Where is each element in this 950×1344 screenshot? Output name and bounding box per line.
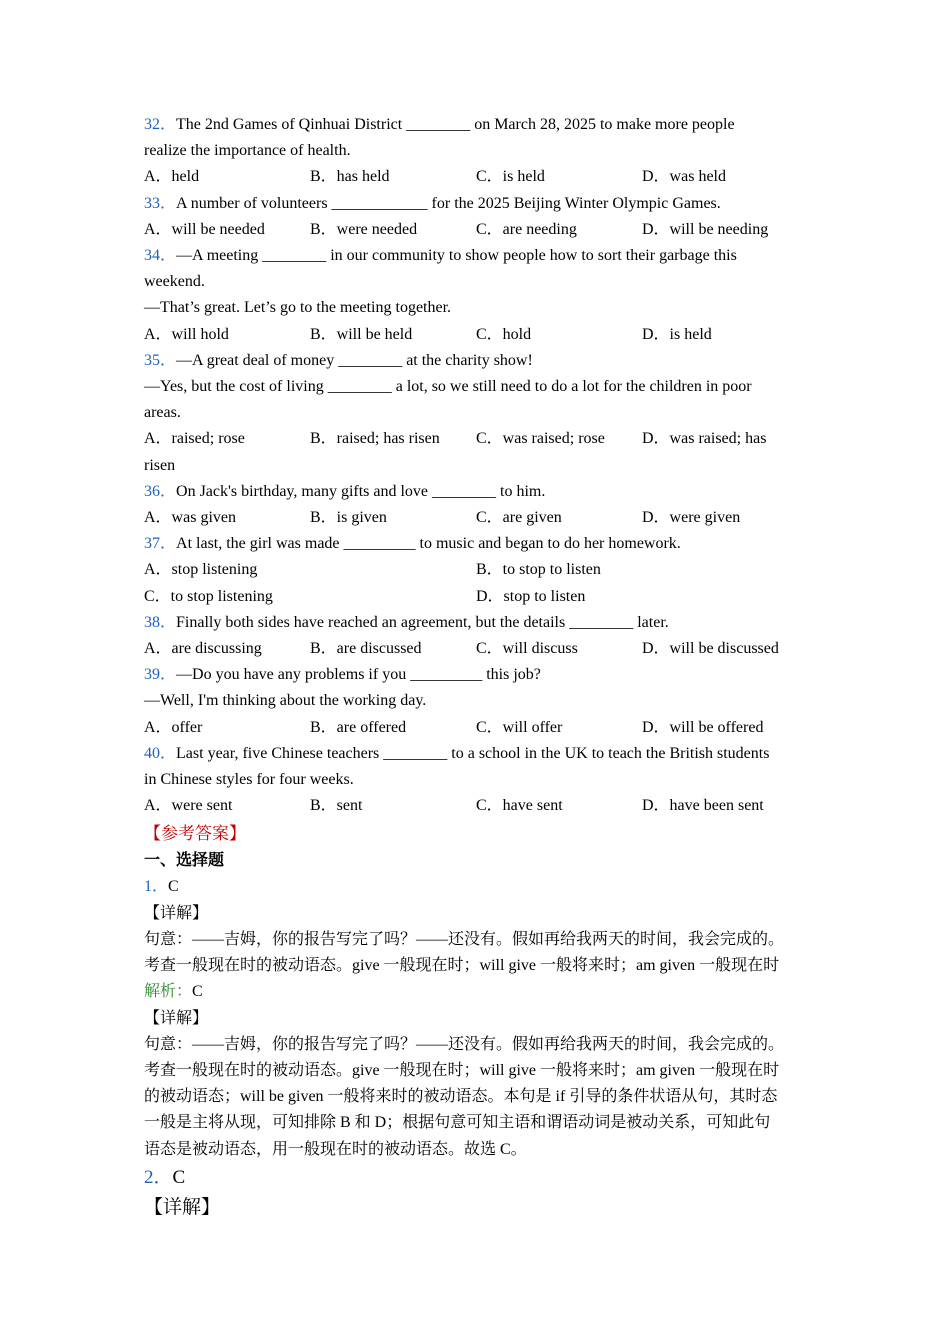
question-number: 32． (144, 116, 177, 133)
option-a: A．held (144, 168, 200, 186)
answer-number: 2． (144, 1166, 173, 1188)
question-stem (144, 348, 814, 374)
options-row (144, 217, 814, 243)
question-line (144, 688, 814, 714)
option-d: D．will be offered (642, 718, 764, 736)
option-b: B．is given (310, 509, 387, 527)
document-page (144, 112, 814, 1223)
question-number: 35． (144, 351, 177, 369)
question-list (144, 112, 814, 819)
detail-label: 【详解】 (144, 904, 209, 922)
question-text: in Chinese styles for four weeks. (144, 771, 354, 789)
question-number: 38． (144, 613, 177, 631)
question-line (144, 400, 814, 426)
option-b: B．raised; has risen (310, 430, 440, 448)
question-stem (144, 741, 814, 767)
section-heading: 一、选择题 (144, 852, 225, 870)
question-number: 34． (144, 247, 177, 265)
options-row (144, 636, 814, 662)
question-text: —Do you have any problems if you _________ this job? (176, 666, 541, 684)
question-text: The 2nd Games of Qinhuai District ________ on March 28, 2025 to make more people (176, 116, 735, 133)
option-c: C．have sent (476, 797, 563, 815)
question-block (144, 243, 814, 348)
option-c: C．will discuss (476, 640, 578, 658)
option-b: B．sent (310, 797, 363, 815)
option-c: C．are given (476, 509, 562, 527)
detail-label: 【详解】 (144, 1196, 221, 1218)
explanation-line: 考查一般现在时的被动语态。give 一般现在时；will give 一般将来时；am given 一般现在时 (144, 957, 780, 975)
question-number: 40． (144, 744, 177, 762)
explanation-line: 语态是被动语态，用一般现在时的被动语态。故选 C。 (144, 1140, 527, 1158)
option-d: D．was held (642, 168, 726, 186)
option-c: C．was raised; rose (476, 430, 605, 448)
question-stem (144, 479, 814, 505)
question-stem (144, 531, 814, 557)
answer-number: 1． (144, 878, 169, 896)
option-a: A．stop listening (144, 561, 258, 579)
question-text: weekend. (144, 273, 205, 291)
question-block (144, 662, 814, 741)
question-text: —That’s great. Let’s go to the meeting together. (144, 299, 452, 317)
question-text: A number of volunteers ____________ for the 2025 Beijing Winter Olympic Games. (176, 194, 721, 212)
question-block (144, 610, 814, 662)
options-row (144, 426, 814, 452)
answer-letter: C (172, 1166, 186, 1188)
question-text: On Jack's birthday, many gifts and love ________ to him. (176, 482, 546, 500)
options-row (144, 164, 814, 190)
question-block (144, 741, 814, 820)
answer-2 (144, 1163, 814, 1193)
option-b: B．were needed (310, 220, 418, 238)
question-stem (144, 243, 814, 269)
question-text: —A great deal of money ________ at the charity show! (176, 351, 533, 369)
option-c: C．will offer (476, 718, 563, 736)
question-stem (144, 662, 814, 688)
answer-1 (144, 874, 814, 900)
analysis-line (144, 979, 814, 1005)
question-text: —Well, I'm thinking about the working day. (144, 692, 427, 710)
explanation-line: 句意：——吉姆，你的报告写完了吗？——还没有。假如再给我两天的时间，我会完成的。 (144, 930, 785, 948)
option-c: C．to stop listening (144, 587, 273, 605)
question-number: 33． (144, 194, 177, 212)
option-d: D．were given (642, 509, 741, 527)
option-b: B．has held (310, 168, 390, 186)
option-a: A．will hold (144, 325, 229, 343)
option-b: B．are offered (310, 718, 407, 736)
question-block (144, 479, 814, 531)
option-b: B．are discussed (310, 640, 422, 658)
question-stem (144, 191, 814, 217)
question-text: —A meeting ________ in our community to show people how to sort their garbage this (176, 247, 737, 265)
question-line (144, 374, 814, 400)
question-stem (144, 610, 814, 636)
option-c: C．hold (476, 325, 532, 343)
question-line (144, 767, 814, 793)
question-text: At last, the girl was made _________ to music and began to do her homework. (176, 535, 681, 553)
analysis-label: 解析： (144, 983, 193, 1001)
option-a: A．were sent (144, 797, 233, 815)
answer-section (144, 820, 814, 1222)
question-line (144, 138, 814, 164)
option-a: A．are discussing (144, 640, 262, 658)
option-a: A．was given (144, 509, 236, 527)
answer-title: 【参考答案】 (144, 824, 246, 844)
option-b: B．will be held (310, 325, 413, 343)
detail-label: 【详解】 (144, 1009, 209, 1027)
options-row (144, 505, 814, 531)
question-block (144, 531, 814, 610)
option-a: A．raised; rose (144, 430, 245, 448)
option-c: C．are needing (476, 220, 577, 238)
option-d: D．will be needing (642, 220, 769, 238)
question-text: —Yes, but the cost of living ________ a lot, so we still need to do a lot for the children in poor (144, 378, 752, 396)
options-row (144, 793, 814, 819)
answer-letter: C (168, 878, 179, 896)
explanation-line: 句意：——吉姆，你的报告写完了吗？——还没有。假如再给我两天的时间，我会完成的。 (144, 1035, 785, 1053)
explanation-line: 的被动语态；will be given 一般将来时的被动语态。本句是 if 引导的条件状语从句，其时态 (144, 1088, 778, 1106)
option-d: D．was raised; has (642, 430, 767, 448)
question-block (144, 348, 814, 479)
question-line (144, 269, 814, 295)
options-row (144, 715, 814, 741)
question-line (144, 295, 814, 321)
question-number: 39． (144, 666, 177, 684)
question-stem (144, 112, 814, 138)
question-text: Finally both sides have reached an agreement, but the details ________ later. (176, 613, 669, 631)
question-text: areas. (144, 404, 181, 422)
option-continuation: risen (144, 456, 176, 474)
options-row (144, 557, 814, 583)
option-d: D．is held (642, 325, 712, 343)
question-text: realize the importance of health. (144, 142, 351, 160)
option-d: D．will be discussed (642, 640, 779, 658)
question-number: 36． (144, 482, 177, 500)
question-block (144, 191, 814, 243)
explanation-line: 考查一般现在时的被动语态。give 一般现在时；will give 一般将来时；am given 一般现在时 (144, 1061, 780, 1079)
option-c: C．is held (476, 168, 545, 186)
option-b: B．to stop to listen (476, 561, 601, 579)
analysis-value: C (192, 983, 203, 1001)
option-d: D．have been sent (642, 797, 764, 815)
options-row (144, 584, 814, 610)
question-number: 37． (144, 535, 177, 553)
question-block (144, 112, 814, 191)
option-a: A．offer (144, 718, 203, 736)
option-d: D．stop to listen (476, 587, 586, 605)
question-text: Last year, five Chinese teachers ________ to a school in the UK to teach the British students (176, 744, 770, 762)
options-row (144, 322, 814, 348)
explanation-line: 一般是主将从现，可知排除 B 和 D；根据句意可知主语和谓语动词是被动关系，可知此句 (144, 1114, 771, 1132)
option-a: A．will be needed (144, 220, 265, 238)
